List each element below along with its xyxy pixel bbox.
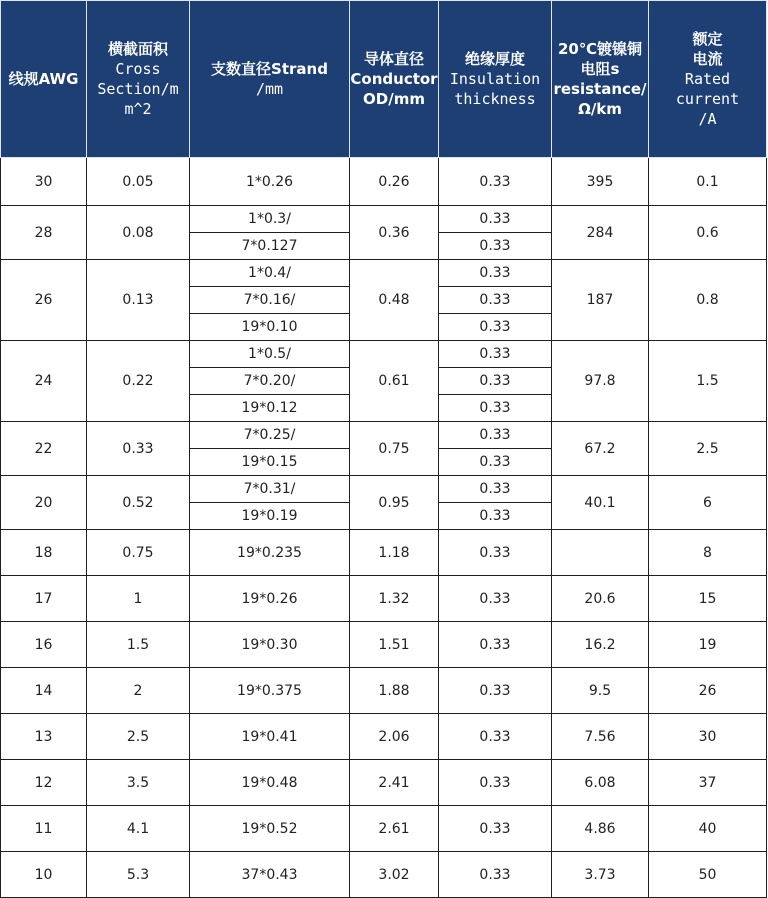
table-row — [1, 852, 767, 898]
cross-section-cell: 1.5 — [87, 622, 190, 668]
insulation-cell: 0.33 — [439, 503, 552, 530]
insulation-cell: 0.33 — [439, 206, 552, 233]
awg-cell: 26 — [1, 260, 87, 341]
conductor-od-cell: 1.32 — [350, 576, 439, 622]
strand-cell: 19*0.235 — [190, 530, 350, 576]
conductor-od-cell: 0.61 — [350, 341, 439, 422]
conductor-od-cell: 0.26 — [350, 158, 439, 206]
awg-cell: 20 — [1, 476, 87, 530]
conductor-od-cell: 1.18 — [350, 530, 439, 576]
awg-cell: 14 — [1, 668, 87, 714]
header-strand-line: 支数直径Strand — [211, 60, 328, 78]
strand-cell: 19*0.12 — [190, 395, 350, 422]
awg-cell: 28 — [1, 206, 87, 260]
rated-current-cell: 50 — [649, 852, 767, 898]
conductor-od-cell: 2.41 — [350, 760, 439, 806]
cross-section-cell: 0.05 — [87, 158, 190, 206]
strand-cell: 19*0.26 — [190, 576, 350, 622]
header-resistance-line: resistance/ — [553, 80, 647, 98]
rated-current-cell: 2.5 — [649, 422, 767, 476]
strand-cell: 1*0.26 — [190, 158, 350, 206]
rated-current-cell: 0.1 — [649, 158, 767, 206]
header-awg-line: 线规AWG — [8, 70, 79, 88]
header-resistance — [552, 1, 649, 158]
resistance-cell: 6.08 — [552, 760, 649, 806]
insulation-cell: 0.33 — [439, 476, 552, 503]
awg-cell: 11 — [1, 806, 87, 852]
header-strand — [190, 1, 350, 158]
table-row — [1, 622, 767, 668]
cross-section-cell: 0.52 — [87, 476, 190, 530]
insulation-cell: 0.33 — [439, 622, 552, 668]
awg-cell: 12 — [1, 760, 87, 806]
header-conductor-od-line: 导体直径 — [363, 50, 424, 68]
header-insulation-line: 绝缘厚度 — [464, 50, 525, 68]
header-strand-line: /mm — [255, 80, 284, 98]
awg-cell: 24 — [1, 341, 87, 422]
header-awg — [1, 1, 87, 158]
cross-section-cell: 0.13 — [87, 260, 190, 341]
header-cross-section-line: Cross — [115, 60, 161, 78]
insulation-cell: 0.33 — [439, 158, 552, 206]
resistance-cell: 187 — [552, 260, 649, 341]
awg-cell: 16 — [1, 622, 87, 668]
header-insulation-line: thickness — [454, 90, 536, 108]
table-row — [1, 530, 767, 576]
insulation-cell: 0.33 — [439, 422, 552, 449]
header-insulation-line: Insulation — [449, 70, 541, 88]
strand-cell: 7*0.20/ — [190, 368, 350, 395]
conductor-od-cell: 0.48 — [350, 260, 439, 341]
strand-cell: 19*0.48 — [190, 760, 350, 806]
strand-cell: 1*0.5/ — [190, 341, 350, 368]
resistance-cell: 97.8 — [552, 341, 649, 422]
rated-current-cell: 6 — [649, 476, 767, 530]
strand-cell: 1*0.3/ — [190, 206, 350, 233]
strand-cell: 37*0.43 — [190, 852, 350, 898]
resistance-cell: 40.1 — [552, 476, 649, 530]
rated-current-cell: 0.8 — [649, 260, 767, 341]
table-row — [1, 158, 767, 206]
header-conductor-od-line: Conductor — [350, 70, 438, 88]
rated-current-cell: 30 — [649, 714, 767, 760]
cross-section-cell: 3.5 — [87, 760, 190, 806]
resistance-cell: 20.6 — [552, 576, 649, 622]
cross-section-cell: 1 — [87, 576, 190, 622]
rated-current-cell: 19 — [649, 622, 767, 668]
table-row — [1, 668, 767, 714]
insulation-cell: 0.33 — [439, 395, 552, 422]
rated-current-cell: 26 — [649, 668, 767, 714]
conductor-od-cell: 1.51 — [350, 622, 439, 668]
cross-section-cell: 0.08 — [87, 206, 190, 260]
header-resistance-line: 电阻s — [580, 60, 620, 78]
insulation-cell: 0.33 — [439, 576, 552, 622]
resistance-cell: 16.2 — [552, 622, 649, 668]
insulation-cell: 0.33 — [439, 806, 552, 852]
header-resistance-line: 20℃镀镍铜 — [557, 40, 643, 58]
rated-current-cell: 37 — [649, 760, 767, 806]
header-conductor-od — [350, 1, 439, 158]
insulation-cell: 0.33 — [439, 714, 552, 760]
resistance-cell: 395 — [552, 158, 649, 206]
conductor-od-cell: 3.02 — [350, 852, 439, 898]
table-row — [1, 760, 767, 806]
insulation-cell: 0.33 — [439, 760, 552, 806]
insulation-cell: 0.33 — [439, 668, 552, 714]
awg-cell: 18 — [1, 530, 87, 576]
strand-cell: 1*0.4/ — [190, 260, 350, 287]
header-cross-section-line: 横截面积 — [107, 40, 168, 58]
strand-cell: 19*0.41 — [190, 714, 350, 760]
cross-section-cell: 0.75 — [87, 530, 190, 576]
awg-cell: 22 — [1, 422, 87, 476]
table-body — [1, 158, 767, 898]
table-row — [1, 341, 767, 368]
insulation-cell: 0.33 — [439, 341, 552, 368]
header-rated-current-line: 额定 — [692, 30, 723, 48]
insulation-cell: 0.33 — [439, 449, 552, 476]
header-conductor-od-line: OD/mm — [363, 90, 425, 108]
table-row — [1, 206, 767, 233]
strand-cell: 19*0.375 — [190, 668, 350, 714]
conductor-od-cell: 2.06 — [350, 714, 439, 760]
header-rated-current-line: /A — [698, 110, 717, 128]
cross-section-cell: 0.22 — [87, 341, 190, 422]
insulation-cell: 0.33 — [439, 314, 552, 341]
table-row — [1, 576, 767, 622]
header-cross-section — [87, 1, 190, 158]
strand-cell: 7*0.31/ — [190, 476, 350, 503]
header-rated-current-line: current — [675, 90, 740, 108]
resistance-cell: 7.56 — [552, 714, 649, 760]
awg-cell: 10 — [1, 852, 87, 898]
insulation-cell: 0.33 — [439, 233, 552, 260]
conductor-od-cell: 0.75 — [350, 422, 439, 476]
insulation-cell: 0.33 — [439, 287, 552, 314]
rated-current-cell: 15 — [649, 576, 767, 622]
resistance-cell — [552, 530, 649, 576]
strand-cell: 19*0.10 — [190, 314, 350, 341]
header-rated-current — [649, 1, 767, 158]
header-rated-current-line: Rated — [684, 70, 731, 88]
rated-current-cell: 8 — [649, 530, 767, 576]
strand-cell: 7*0.25/ — [190, 422, 350, 449]
awg-cell: 30 — [1, 158, 87, 206]
table-row — [1, 476, 767, 503]
insulation-cell: 0.33 — [439, 368, 552, 395]
conductor-od-cell: 2.61 — [350, 806, 439, 852]
cross-section-cell: 4.1 — [87, 806, 190, 852]
strand-cell: 19*0.19 — [190, 503, 350, 530]
header-row — [1, 1, 767, 158]
header-cross-section-line: m^2 — [124, 100, 152, 118]
header-resistance-line: Ω/km — [578, 100, 622, 118]
cross-section-cell: 0.33 — [87, 422, 190, 476]
strand-cell: 19*0.52 — [190, 806, 350, 852]
awg-cell: 17 — [1, 576, 87, 622]
insulation-cell: 0.33 — [439, 852, 552, 898]
resistance-cell: 3.73 — [552, 852, 649, 898]
resistance-cell: 67.2 — [552, 422, 649, 476]
table-row — [1, 806, 767, 852]
rated-current-cell: 40 — [649, 806, 767, 852]
table-row — [1, 714, 767, 760]
cross-section-cell: 2.5 — [87, 714, 190, 760]
strand-cell: 7*0.16/ — [190, 287, 350, 314]
resistance-cell: 284 — [552, 206, 649, 260]
conductor-od-cell: 1.88 — [350, 668, 439, 714]
rated-current-cell: 1.5 — [649, 341, 767, 422]
resistance-cell: 4.86 — [552, 806, 649, 852]
insulation-cell: 0.33 — [439, 260, 552, 287]
cross-section-cell: 5.3 — [87, 852, 190, 898]
strand-cell: 19*0.15 — [190, 449, 350, 476]
table-row — [1, 422, 767, 449]
cross-section-cell: 2 — [87, 668, 190, 714]
strand-cell: 7*0.127 — [190, 233, 350, 260]
header-rated-current-line: 电流 — [692, 50, 723, 68]
header-cross-section-line: Section/m — [97, 80, 179, 98]
header-insulation — [439, 1, 552, 158]
rated-current-cell: 0.6 — [649, 206, 767, 260]
table-header — [1, 1, 767, 158]
resistance-cell: 9.5 — [552, 668, 649, 714]
table-row — [1, 260, 767, 287]
strand-cell: 19*0.30 — [190, 622, 350, 668]
conductor-od-cell: 0.95 — [350, 476, 439, 530]
awg-cell: 13 — [1, 714, 87, 760]
insulation-cell: 0.33 — [439, 530, 552, 576]
conductor-od-cell: 0.36 — [350, 206, 439, 260]
